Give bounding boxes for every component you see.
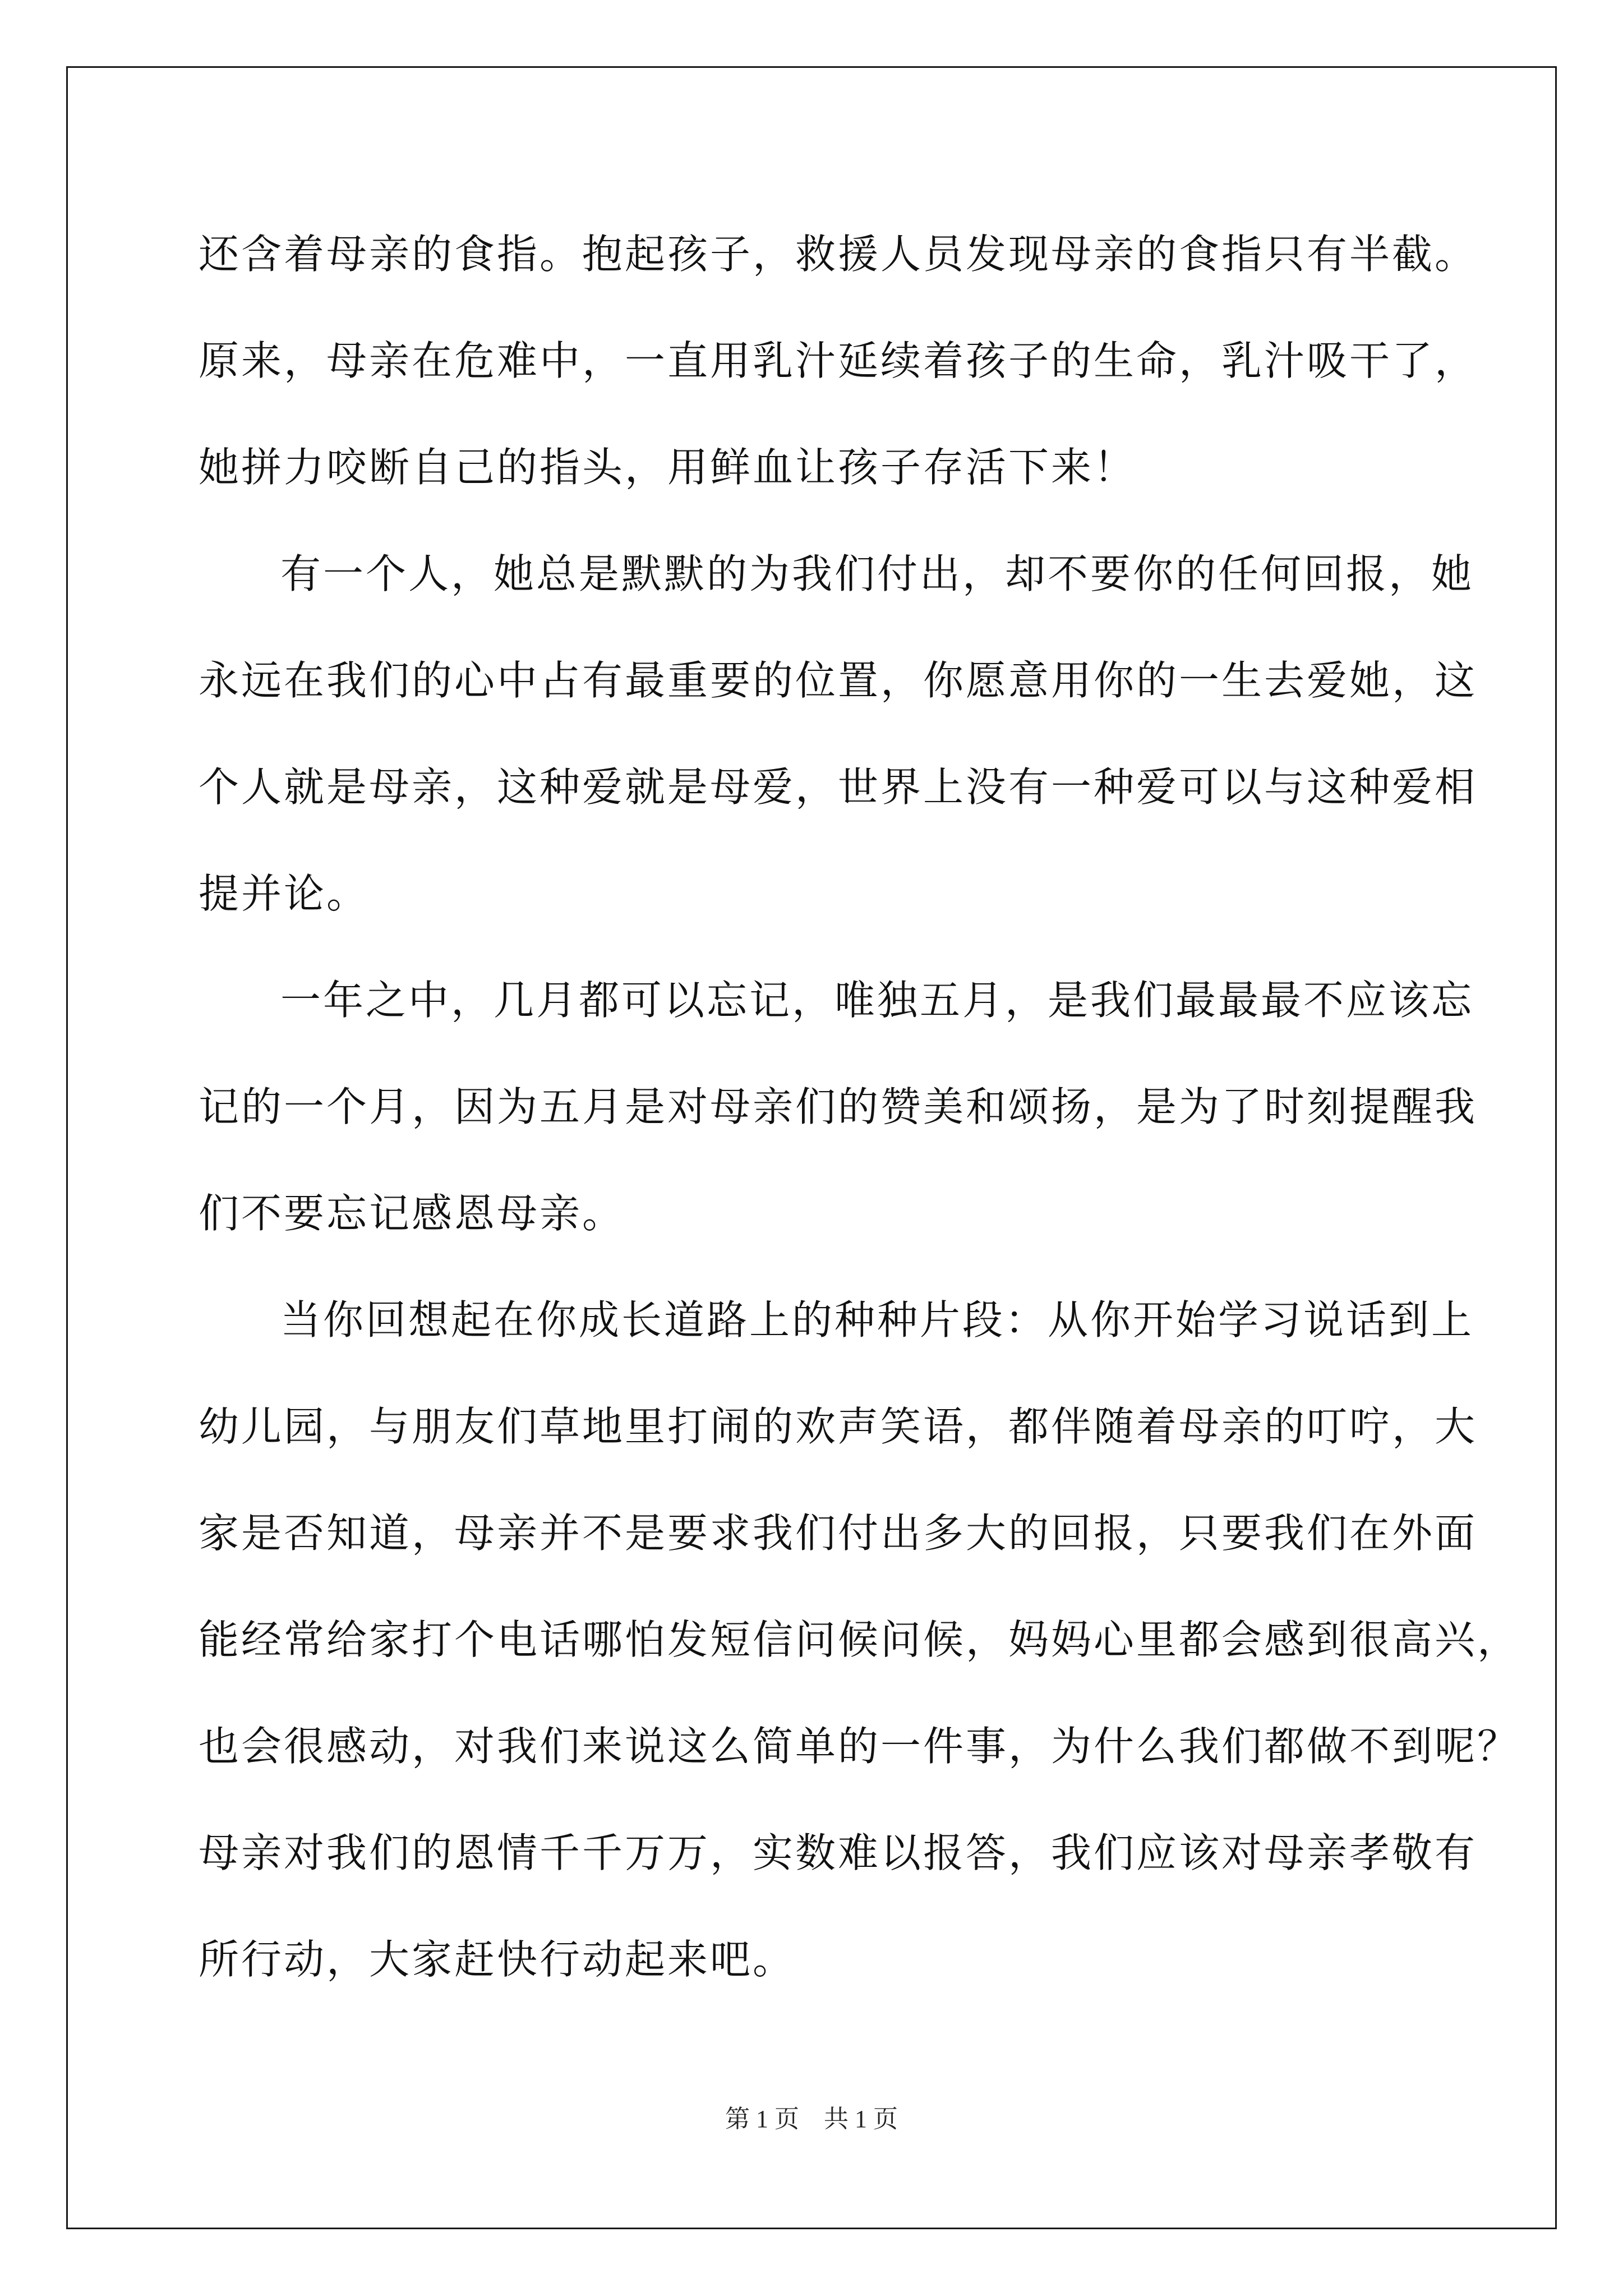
text-line: 提并论。 [199, 870, 370, 917]
text-line: 原来，母亲在危难中，一直用乳汁延续着孩子的生命，乳汁吸干了， [199, 337, 1478, 384]
text-line: 所行动，大家赶快行动起来吧。 [199, 1936, 796, 1983]
text-line: 记的一个月，因为五月是对母亲们的赞美和颂扬，是为了时刻提醒我 [199, 1083, 1478, 1130]
paragraph-start-line: 一年之中，几月都可以忘记，唯独五月，是我们最最最不应该忘 [280, 977, 1474, 1024]
text-line: 们不要忘记感恩母亲。 [199, 1190, 625, 1237]
text-line: 也会很感动，对我们来说这么简单的一件事，为什么我们都做不到呢？ [199, 1723, 1520, 1770]
text-line: 家是否知道，母亲并不是要求我们付出多大的回报，只要我们在外面 [199, 1510, 1478, 1557]
page-border [66, 66, 1557, 2229]
text-line: 她拼力咬断自己的指头，用鲜血让孩子存活下来！ [199, 444, 1137, 491]
text-line: 能经常给家打个电话哪怕发短信问候问候，妈妈心里都会感到很高兴， [199, 1616, 1520, 1663]
paragraph-start-line: 有一个人，她总是默默的为我们付出，却不要你的任何回报，她 [280, 550, 1474, 597]
text-line: 母亲对我们的恩情千千万万，实数难以报答，我们应该对母亲孝敬有 [199, 1829, 1478, 1876]
page-number-footer: 第 1 页 共 1 页 [725, 2105, 898, 2133]
text-line: 永远在我们的心中占有最重要的位置，你愿意用你的一生去爱她，这 [199, 657, 1478, 704]
text-line: 幼儿园，与朋友们草地里打闹的欢声笑语，都伴随着母亲的叮咛，大 [199, 1403, 1478, 1450]
text-line: 还含着母亲的食指。抱起孩子，救援人员发现母亲的食指只有半截。 [199, 231, 1478, 278]
paragraph-start-line: 当你回想起在你成长道路上的种种片段：从你开始学习说话到上 [280, 1296, 1474, 1343]
text-line: 个人就是母亲，这种爱就是母爱，世界上没有一种爱可以与这种爱相 [199, 763, 1478, 811]
